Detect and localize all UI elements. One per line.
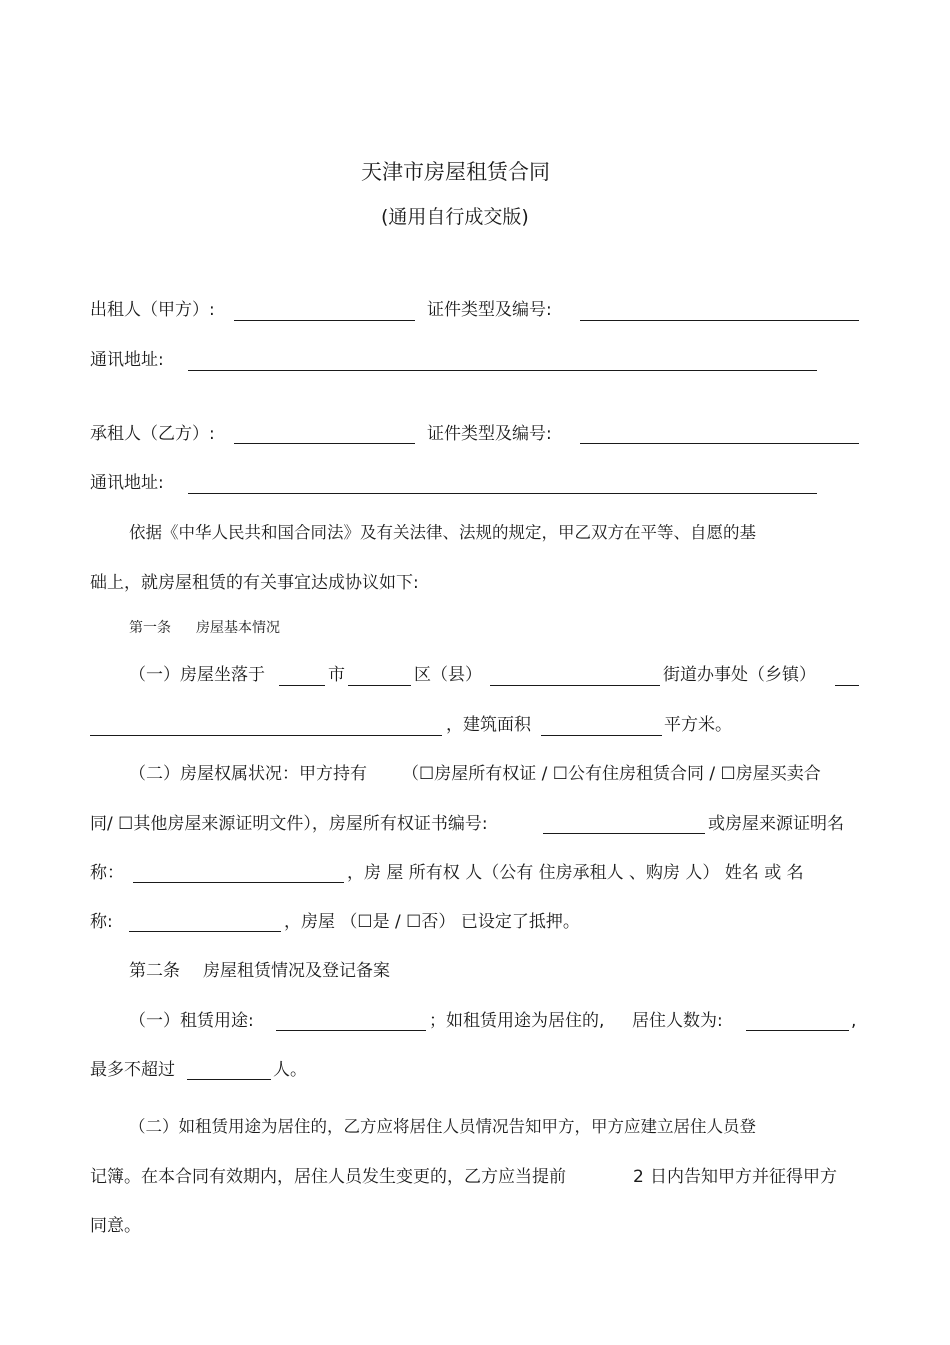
certificate-number-blank <box>543 833 705 834</box>
area-unit: 平方米。 <box>664 715 732 735</box>
document-subtitle: (通用自行成交版) <box>381 206 529 228</box>
residents-line-3: 同意。 <box>90 1216 141 1236</box>
lessor-id-label: 证件类型及编号: <box>427 300 552 320</box>
document-name-blank <box>133 882 344 883</box>
area-blank <box>541 735 662 736</box>
township-blank-end <box>835 685 859 686</box>
residents-notice-days: 2 <box>633 1167 644 1187</box>
lessor-address-blank <box>188 370 817 371</box>
usage-line-1b: ；如租赁用途为居住的, <box>429 1011 605 1031</box>
usage-line-2b: 人。 <box>273 1060 307 1080</box>
ownership-line-2b: 或房屋来源证明名 <box>708 814 844 834</box>
ownership-line-3a: 称： <box>90 863 124 883</box>
city-label: 市 <box>328 665 345 685</box>
usage-blank <box>276 1030 426 1031</box>
lessee-name-blank <box>234 443 415 444</box>
residents-line-2b: 日内告知甲方并征得甲方 <box>650 1167 837 1187</box>
city-blank <box>279 685 325 686</box>
lessee-address-blank <box>188 493 817 494</box>
article-1-number: 第一条 <box>129 620 171 636</box>
area-label: ，建筑面积 <box>446 715 531 735</box>
ownership-line-3b: ，房 屋 所有权 人（公有 住房承租人 、购房 人） 姓名 或 名 <box>347 863 804 883</box>
article-2-title: 房屋租赁情况及登记备案 <box>203 961 390 981</box>
article-2-number: 第二条 <box>129 961 180 981</box>
preamble-line-1: 依据《中华人民共和国合同法》及有关法律、法规的规定，甲乙双方在平等、自愿的基 <box>129 523 756 542</box>
ownership-line-1a: （二）房屋权属状况：甲方持有 <box>129 764 367 784</box>
ownership-line-1b: （☐房屋所有权证 / ☐公有住房租赁合同 / ☐房屋买卖合 <box>402 764 821 784</box>
ownership-line-4a: 称: <box>90 912 113 932</box>
lessor-id-blank <box>580 320 859 321</box>
lessee-id-blank <box>580 443 859 444</box>
usage-line-2a: 最多不超过 <box>90 1060 175 1080</box>
district-blank <box>348 685 411 686</box>
occupant-count-blank <box>746 1030 849 1031</box>
max-occupant-blank <box>187 1079 271 1080</box>
district-label: 区（县） <box>414 665 482 685</box>
document-title: 天津市房屋租赁合同 <box>361 160 550 184</box>
lessee-address-label: 通讯地址: <box>90 473 164 493</box>
street-label: 街道办事处（乡镇） <box>663 665 816 685</box>
ownership-line-4b: ，房屋 （☐是 / ☐否） 已设定了抵押。 <box>284 912 580 932</box>
residents-line-1: （二）如租赁用途为居住的，乙方应将居住人员情况告知甲方，甲方应建立居住人员登 <box>129 1117 756 1136</box>
lessee-label: 承租人（乙方）: <box>90 424 215 444</box>
article-1-title: 房屋基本情况 <box>196 620 280 636</box>
owner-name-blank <box>129 931 281 932</box>
lessor-address-label: 通讯地址: <box>90 350 164 370</box>
lessor-name-blank <box>234 320 415 321</box>
location-prefix: （一）房屋坐落于 <box>129 665 265 685</box>
lessor-label: 出租人（甲方）: <box>90 300 215 320</box>
street-blank <box>490 685 660 686</box>
lessee-id-label: 证件类型及编号: <box>427 424 552 444</box>
preamble-line-2: 础上，就房屋租赁的有关事宜达成协议如下: <box>90 573 419 593</box>
usage-line-1d: , <box>851 1011 857 1031</box>
ownership-line-2a: 同/ ☐其他房屋来源证明文件），房屋所有权证书编号: <box>90 814 488 834</box>
usage-line-1a: （一）租赁用途: <box>129 1011 254 1031</box>
usage-line-1c: 居住人数为: <box>632 1011 723 1031</box>
residents-line-2a: 记簿。在本合同有效期内，居住人员发生变更的，乙方应当提前 <box>90 1167 566 1187</box>
township-blank-cont <box>90 735 442 736</box>
